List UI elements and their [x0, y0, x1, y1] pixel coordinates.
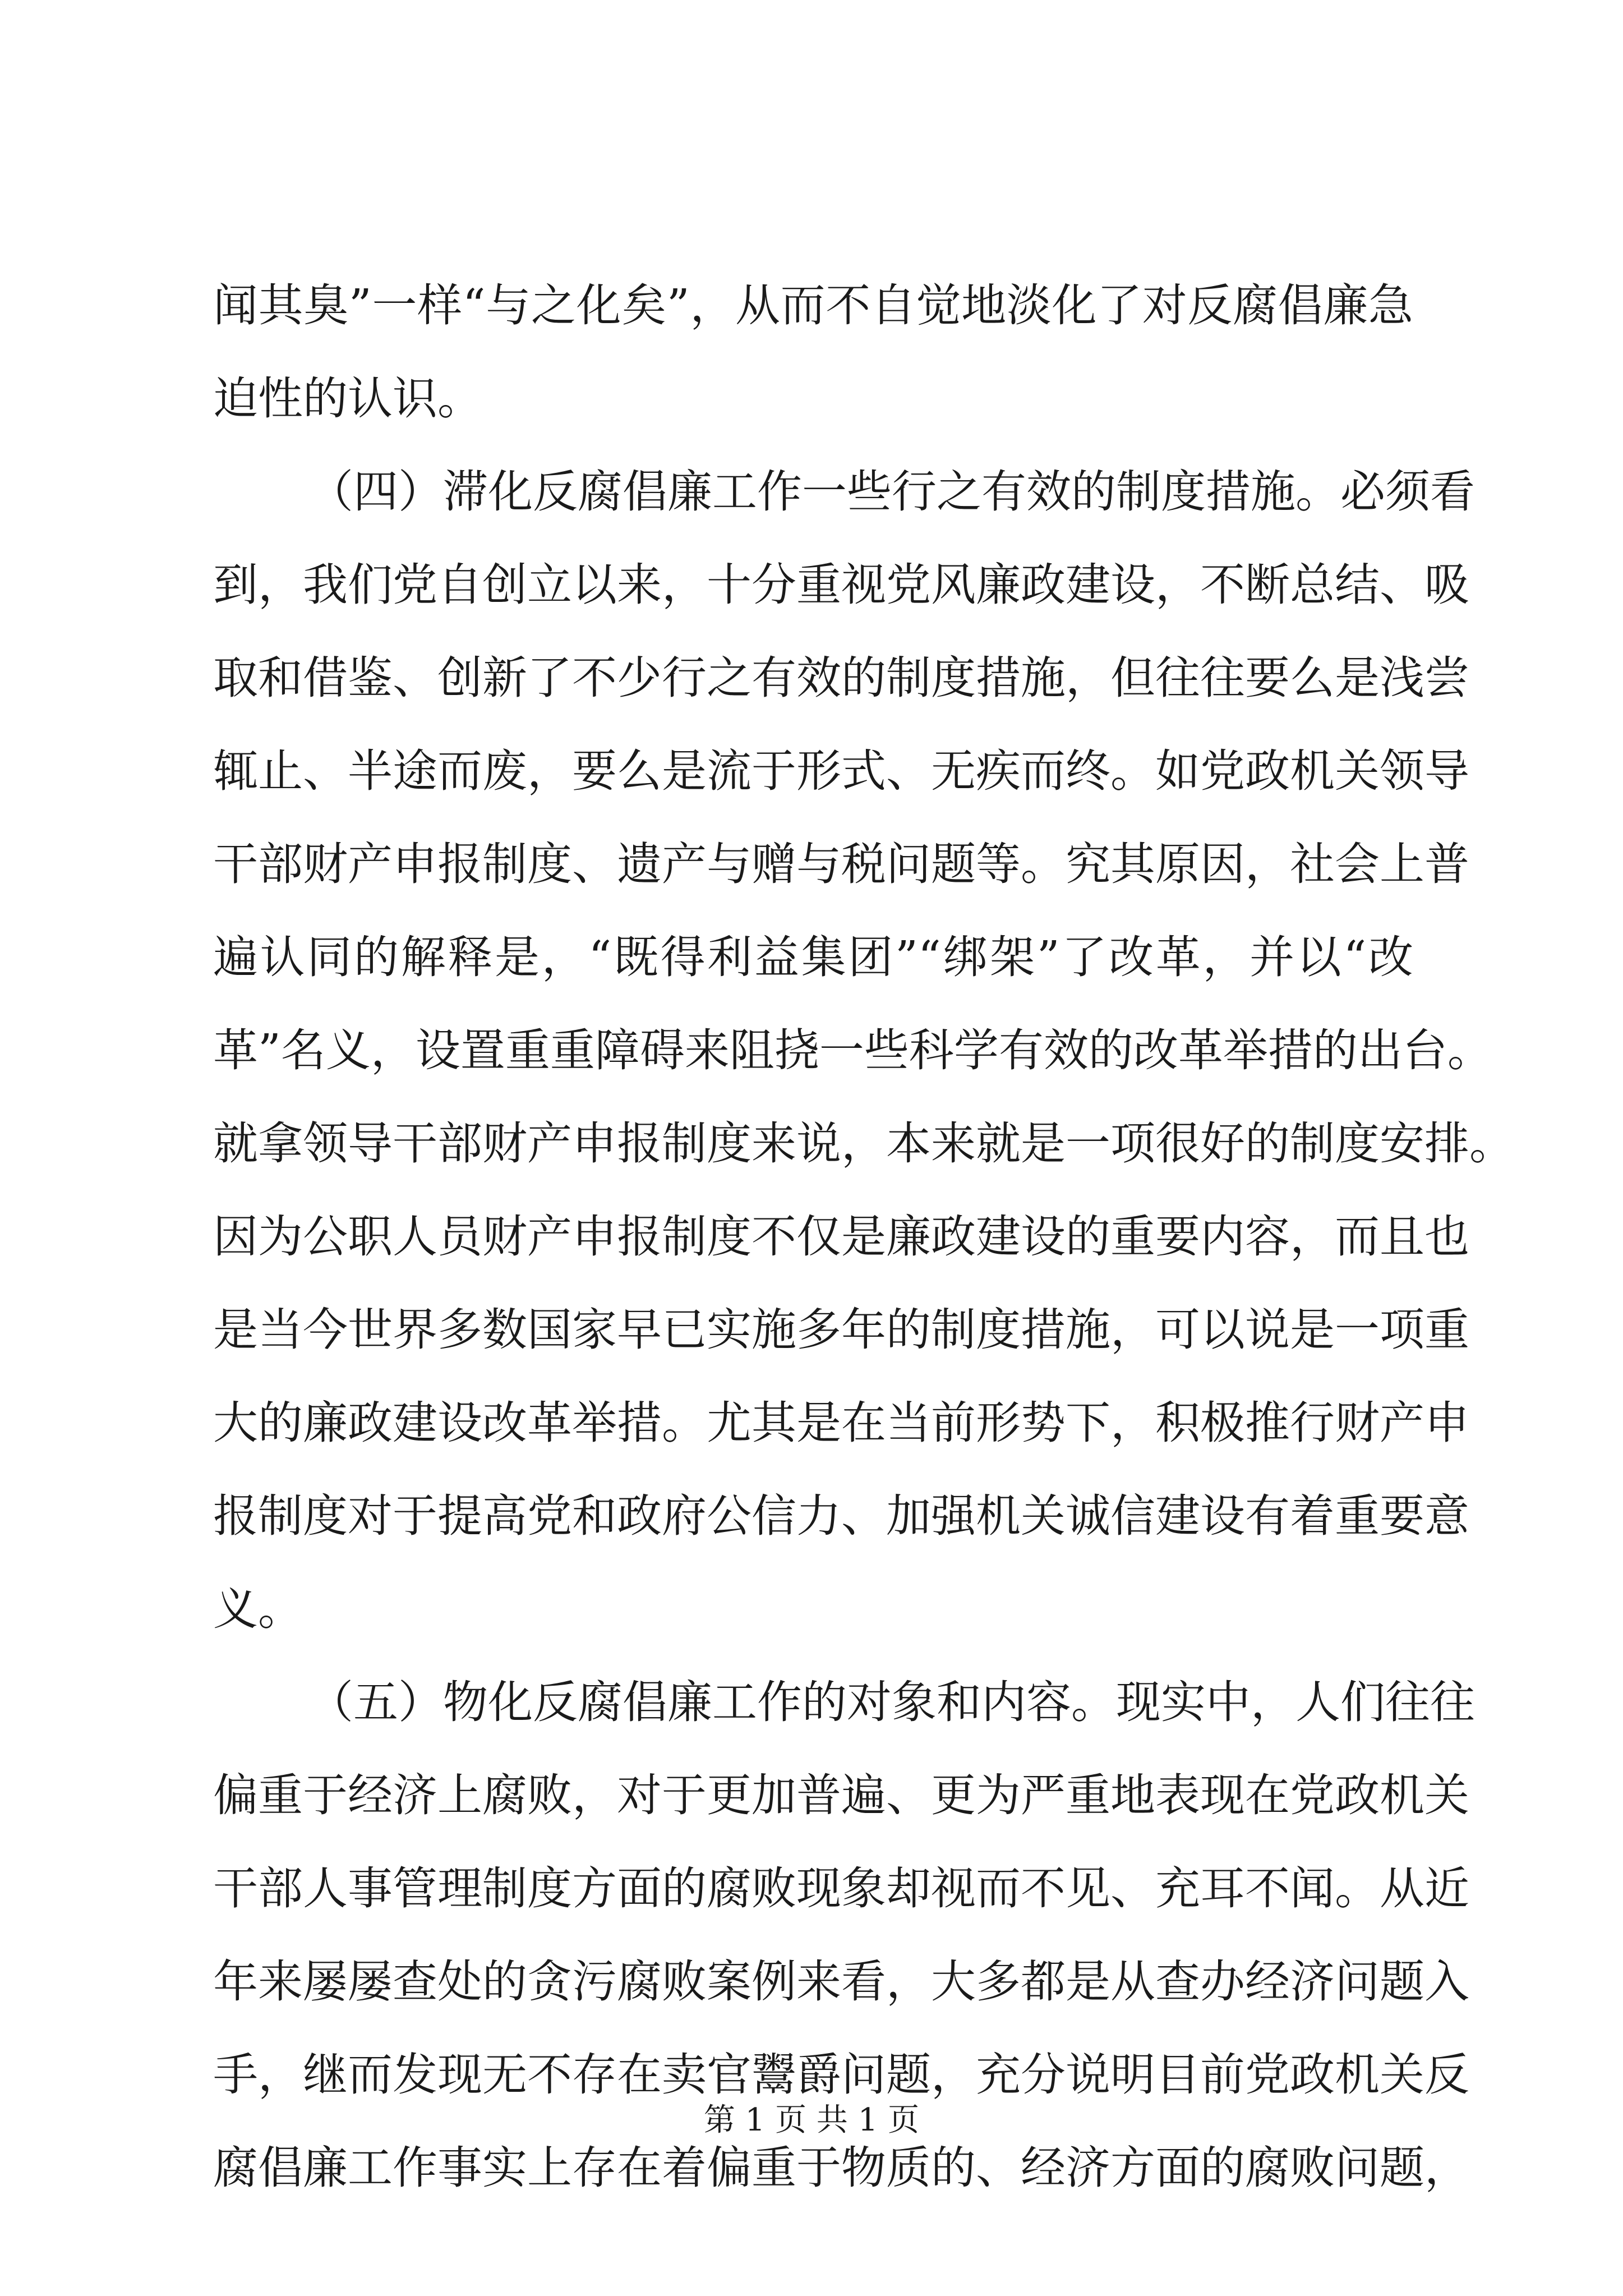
text-line: 是当今世界多数国家早已实施多年的制度措施，可以说是一项重	[213, 1304, 1469, 1356]
text-line: 就拿领导干部财产申报制度来说，本来就是一项很好的制度安排。	[213, 1117, 1514, 1170]
text-line: 闻其臭”一样“与之化矣”，从而不自觉地淡化了对反腐倡廉急	[213, 279, 1413, 332]
body-text	[213, 259, 1514, 2215]
text-line: 遍认同的解释是，“既得利益集团”“绑架”了改革，并以“改	[213, 931, 1413, 983]
text-line: 取和借鉴、创新了不少行之有效的制度措施，但往往要么是浅尝	[213, 652, 1469, 704]
text-line: 革”名义，设置重重障碍来阻挠一些科学有效的改革举措的出台。	[213, 1024, 1492, 1076]
text-line: 报制度对于提高党和政府公信力、加强机关诚信建设有着重要意	[213, 1490, 1469, 1542]
text-line: 年来屡屡查处的贪污腐败案例来看，大多都是从查办经济问题入	[213, 1955, 1469, 2008]
text-line: 因为公职人员财产申报制度不仅是廉政建设的重要内容，而且也	[213, 1211, 1469, 1263]
page-number-label: 第 1 页 共 1 页	[703, 2102, 920, 2138]
text-line: 大的廉政建设改革举措。尤其是在当前形势下，积极推行财产申	[213, 1397, 1469, 1449]
text-line: 腐倡廉工作事实上存在着偏重于物质的、经济方面的腐败问题，	[213, 2142, 1469, 2194]
text-line: （四）滞化反腐倡廉工作一些行之有效的制度措施。必须看	[308, 466, 1475, 518]
text-line: 到，我们党自创立以来，十分重视党风廉政建设，不断总结、吸	[213, 559, 1469, 611]
text-line: 干部人事管理制度方面的腐败现象却视而不见、充耳不闻。从近	[213, 1862, 1469, 1915]
page-footer	[0, 2101, 1623, 2140]
text-line: 手，继而发现无不存在卖官鬻爵问题，充分说明目前党政机关反	[213, 2049, 1469, 2101]
text-line: 偏重于经济上腐败，对于更加普遍、更为严重地表现在党政机关	[213, 1769, 1469, 1821]
text-line: 迫性的认识。	[213, 372, 482, 425]
text-line: 义。	[213, 1583, 303, 1635]
text-line: 干部财产申报制度、遗产与赠与税问题等。究其原因，社会上普	[213, 838, 1469, 890]
text-line: 辄止、半途而废，要么是流于形式、无疾而终。如党政机关领导	[213, 745, 1469, 797]
text-line: （五）物化反腐倡廉工作的对象和内容。现实中，人们往往	[308, 1676, 1475, 1728]
